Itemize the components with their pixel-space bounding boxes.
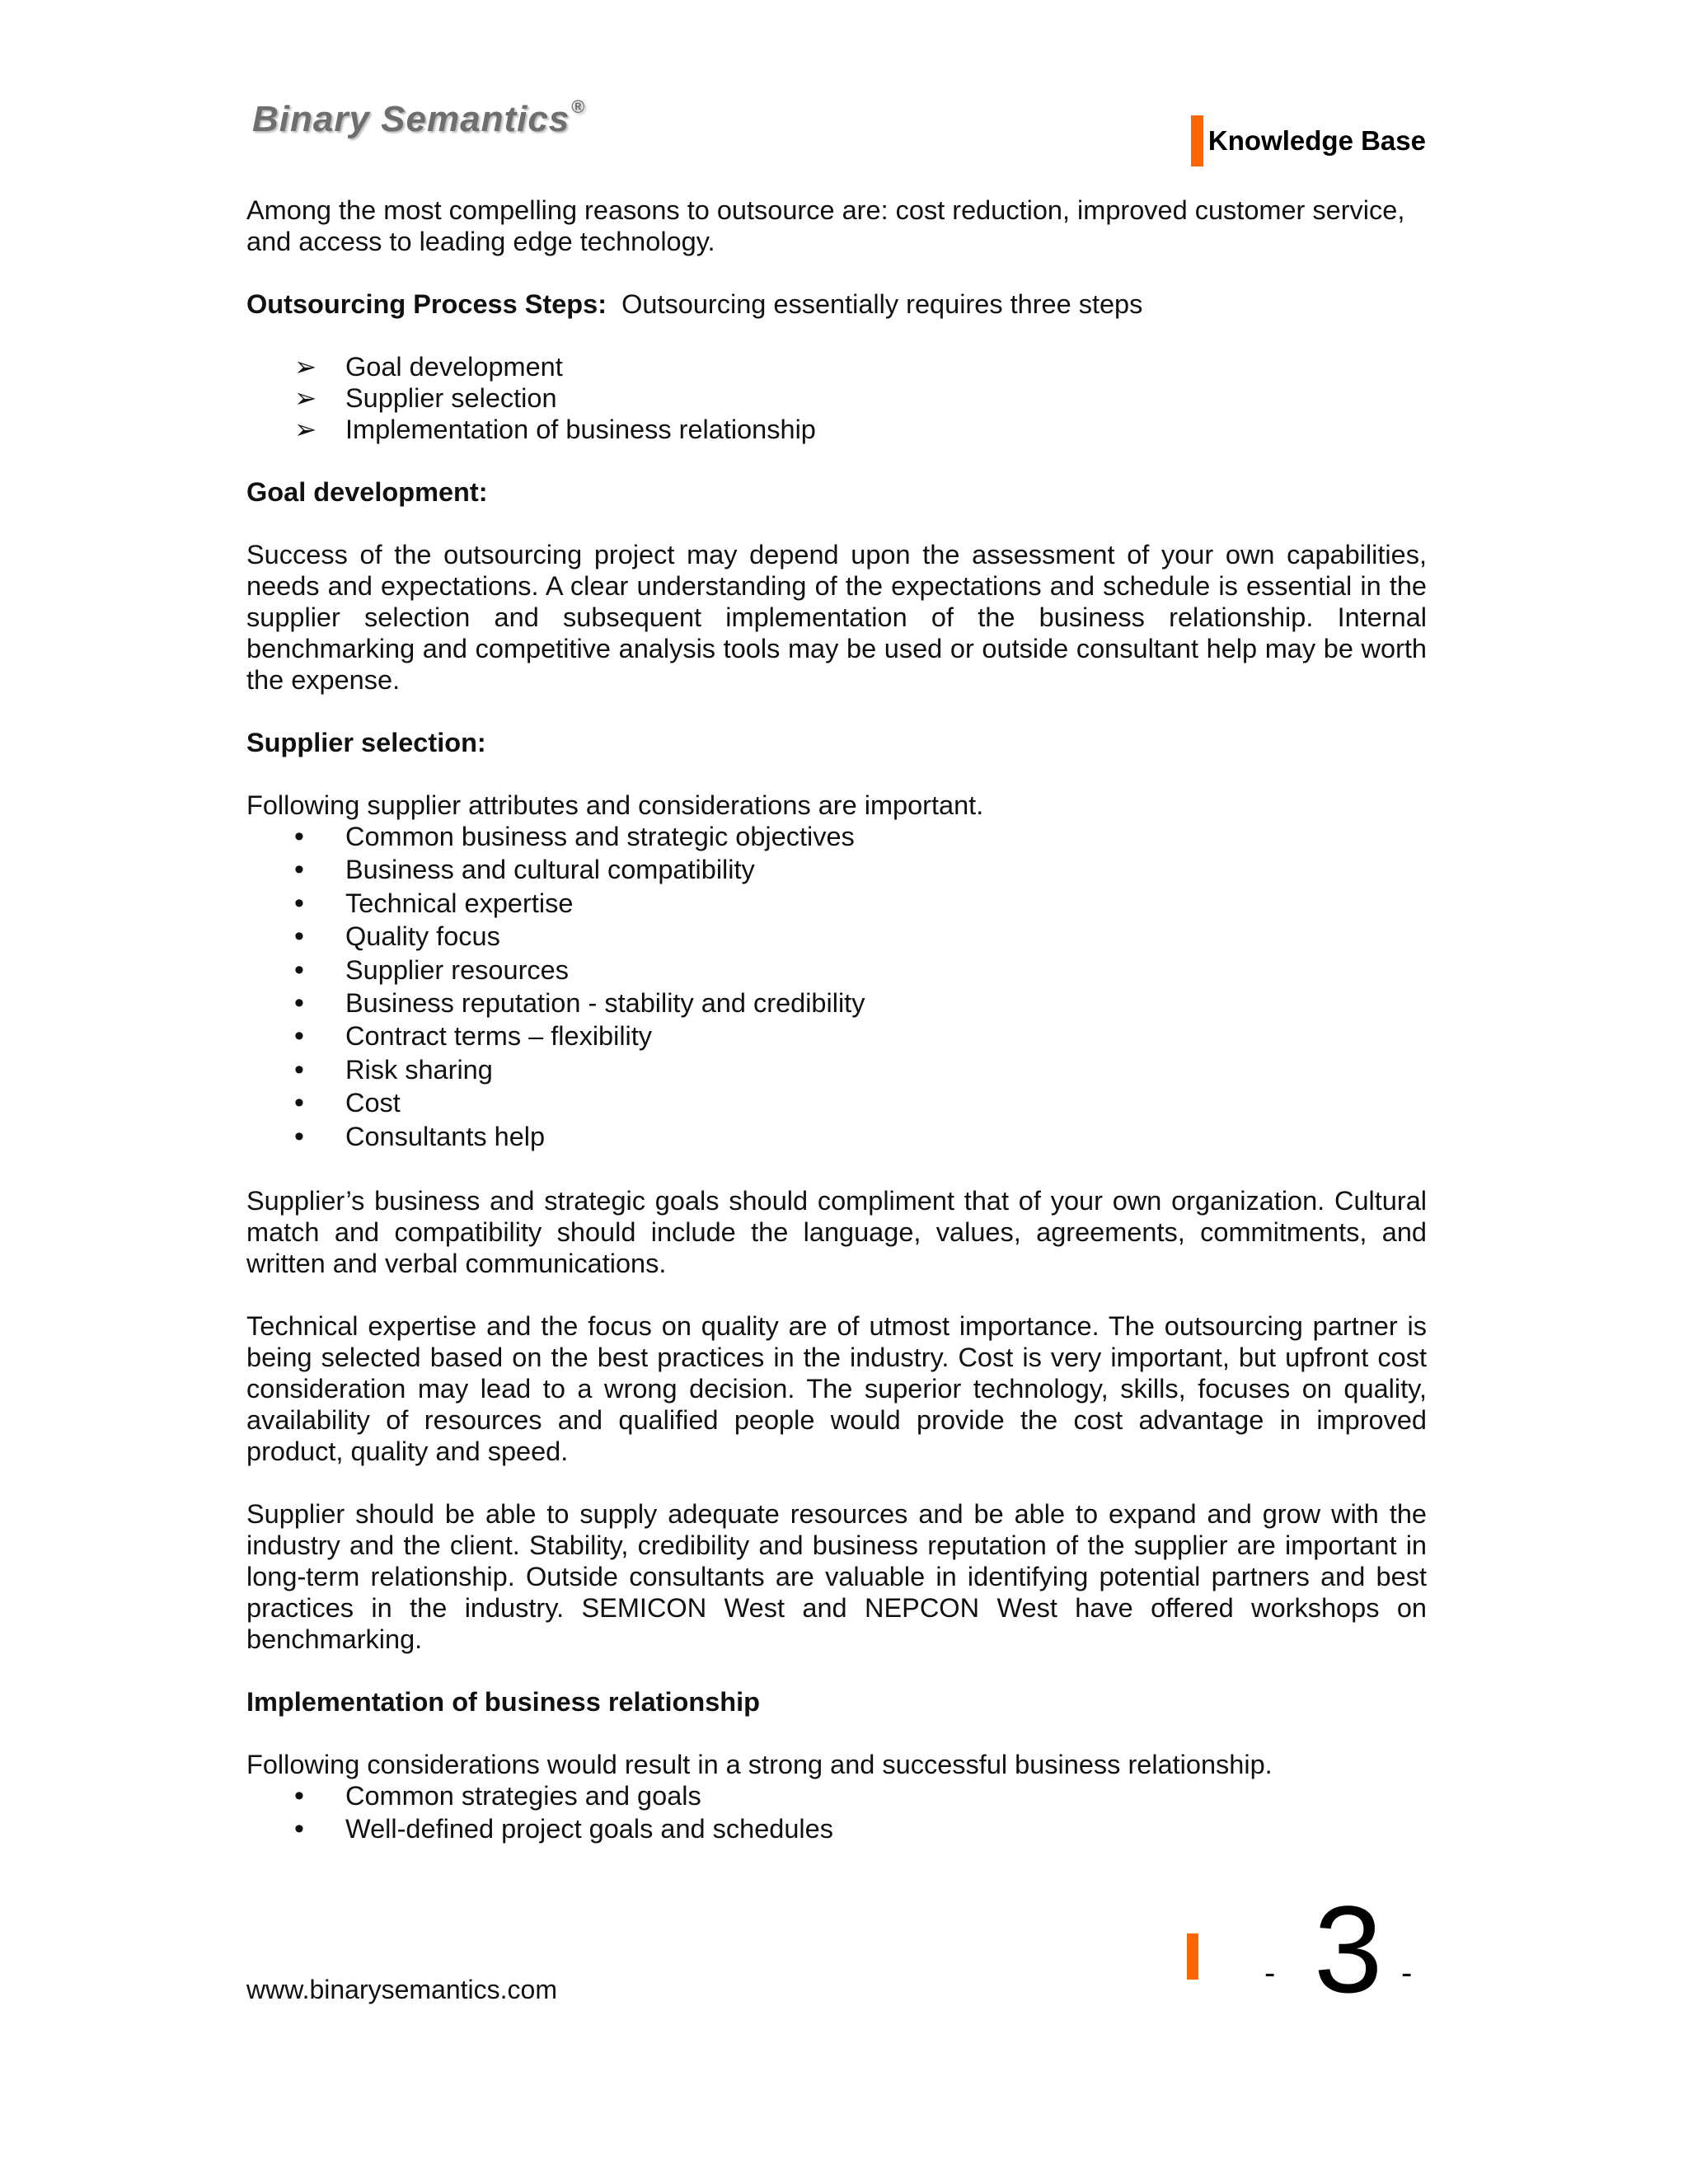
page-number-accent-bar: [1187, 1933, 1198, 1980]
list-item-text: Contract terms – flexibility: [345, 1021, 653, 1052]
list-item: [246, 1780, 1427, 1813]
list-item: [246, 987, 1427, 1020]
bullet-icon: •: [294, 854, 304, 886]
bullet-icon: •: [294, 1779, 304, 1811]
bullet-icon: •: [294, 1087, 304, 1119]
list-item-text: Quality focus: [345, 921, 500, 952]
bullet-icon: •: [294, 921, 304, 953]
intro-paragraph: Among the most compelling reasons to outsource are: cost reduction, improved customer service, and access to leading edge technology.: [246, 195, 1405, 256]
list-item-text: Business and cultural compatibility: [345, 855, 755, 885]
bullet-icon: •: [294, 1813, 304, 1845]
website-url: www.binarysemantics.com: [246, 1975, 557, 2004]
list-item-text: Common strategies and goals: [345, 1780, 701, 1811]
list-item: [246, 854, 1427, 887]
bullet-icon: •: [294, 887, 304, 919]
list-item: [246, 382, 1427, 414]
list-item-text: Consultants help: [345, 1121, 546, 1151]
arrow-bullet-icon: ➢: [294, 352, 317, 382]
process-steps-intro: [246, 288, 1427, 320]
list-item: [246, 1020, 1427, 1053]
list-item: [246, 954, 1427, 987]
list-item: [246, 821, 1427, 854]
list-item: [246, 1054, 1427, 1087]
implementation-lead: Following considerations would result in a strong and successful business relationship.: [246, 1749, 1273, 1779]
list-item: [246, 921, 1427, 954]
list-item-text: Supplier selection: [345, 383, 557, 413]
list-item-text: Implementation of business relationship: [345, 415, 816, 444]
supplier-selection-lead: Following supplier attributes and considerations are important.: [246, 790, 984, 820]
company-logo: [252, 96, 586, 140]
supplier-paragraph-3: Supplier should be able to supply adequate resources and be able to expand and grow with the industry and the client. Stability, credibility and business reputation of the supplier are important in long-term relationship. Outside consultants are valuable in identifying potential partners and best practices in the industry. SEMICON West and NEPCON West have offered workshops on benchmarking.: [246, 1498, 1427, 1654]
document-body: [246, 194, 1427, 1878]
bullet-icon: •: [294, 954, 304, 986]
list-item: [246, 1813, 1427, 1846]
section-label: Knowledge Base: [1207, 125, 1426, 156]
accent-bar: [1191, 115, 1203, 166]
goal-development-heading: Goal development:: [246, 477, 488, 507]
list-item-text: Technical expertise: [345, 888, 574, 918]
list-item-text: Goal development: [345, 352, 563, 382]
list-item-text: Supplier resources: [345, 954, 569, 985]
implementation-list: [246, 1780, 1427, 1847]
process-steps-list: [246, 351, 1427, 445]
arrow-bullet-icon: ➢: [294, 383, 317, 413]
list-item-text: Common business and strategic objectives: [345, 822, 855, 851]
list-item: [246, 888, 1427, 921]
supplier-attributes-list: [246, 821, 1427, 1154]
supplier-selection-heading: Supplier selection:: [246, 728, 486, 757]
supplier-paragraph-1: Supplier’s business and strategic goals should compliment that of your own organization. Cultural match and compatibility should include the language, values, agreements, commitments, and written and verbal communications.: [246, 1185, 1427, 1278]
list-item-text: Cost: [345, 1088, 401, 1118]
process-steps-heading: Outsourcing Process Steps:: [246, 289, 607, 319]
list-item: [246, 1087, 1427, 1120]
logo-text: Binary Semantics: [252, 99, 570, 139]
arrow-bullet-icon: ➢: [294, 415, 317, 444]
bullet-icon: •: [294, 821, 304, 852]
list-item-text: Business reputation - stability and credibility: [345, 987, 865, 1018]
registered-mark: ®: [571, 96, 586, 118]
goal-development-paragraph: Success of the outsourcing project may depend upon the assessment of your own capabilities, needs and expectations. A clear understanding of the expectations and schedule is essential in the supplier selection and subsequent implementation of the business relationship. Internal benchmarking and competitive analysis tools may be used or outside consultant help may be worth the expense.: [246, 540, 1427, 695]
list-item: [246, 414, 1427, 445]
supplier-paragraph-2: Technical expertise and the focus on quality are of utmost importance. The outsourcing partner is being selected based on the best practices in the industry. Cost is very important, but upfront cost consideration may lead to a wrong decision. The superior technology, skills, focuses on quality, availability of resources and qualified people would provide the cost advantage in improved product, quality and speed.: [246, 1310, 1427, 1466]
list-item-text: Well-defined project goals and schedules: [345, 1814, 833, 1844]
section-header: [1191, 115, 1426, 166]
list-item-text: Risk sharing: [345, 1054, 493, 1085]
page-number-dash-right: -: [1401, 1955, 1413, 1991]
list-item: [246, 351, 1427, 382]
list-item: [246, 1121, 1427, 1154]
implementation-heading: Implementation of business relationship: [246, 1686, 761, 1717]
bullet-icon: •: [294, 987, 304, 1019]
page-number-dash-left: -: [1264, 1955, 1276, 1991]
page-number: 3: [1314, 1880, 1383, 2018]
bullet-icon: •: [294, 1053, 304, 1085]
bullet-icon: •: [294, 1120, 304, 1152]
bullet-icon: •: [294, 1020, 304, 1052]
process-steps-text: Outsourcing essentially requires three steps: [621, 289, 1143, 319]
